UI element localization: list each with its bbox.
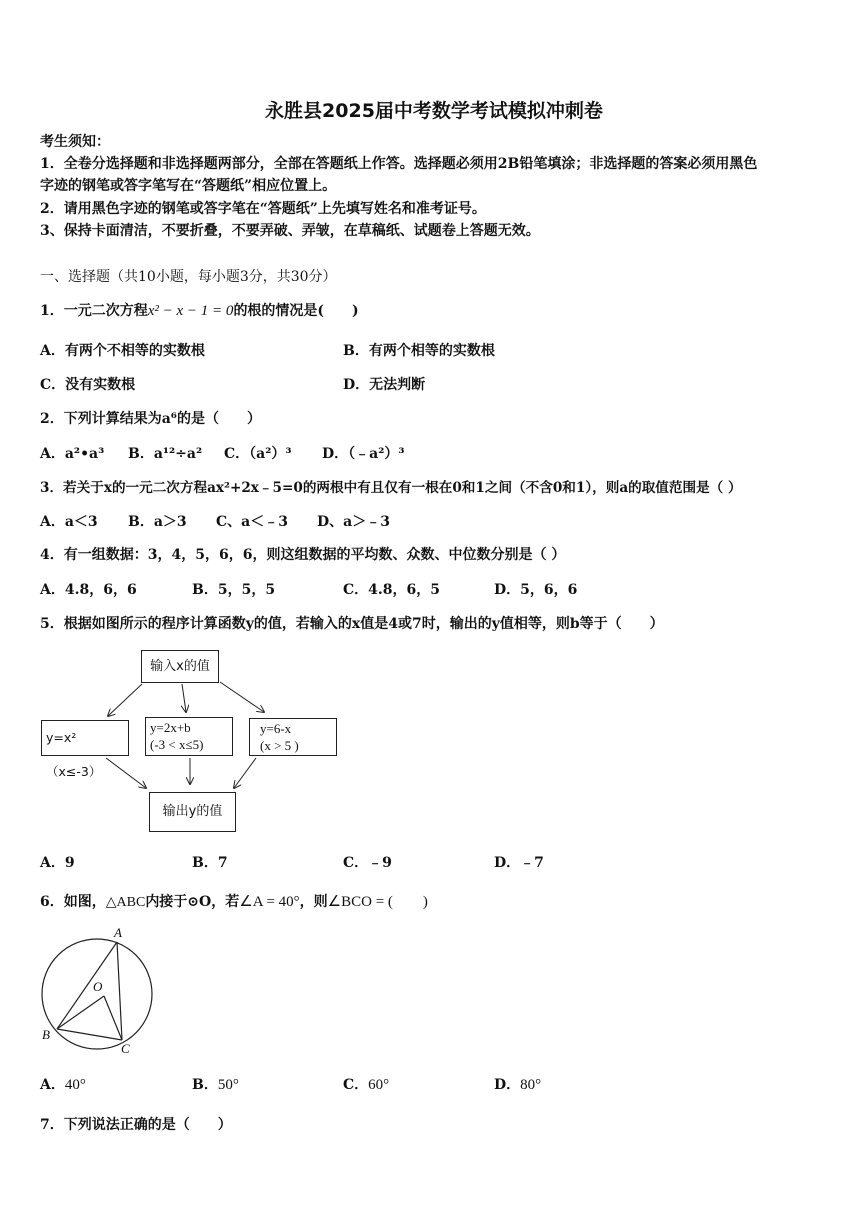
page-title: 永胜县2025届中考数学考试模拟冲刺卷 <box>265 100 603 122</box>
q6-ask-pre: ，则 <box>299 894 328 910</box>
segment-bo <box>57 996 104 1029</box>
segment-ab <box>57 942 117 1029</box>
q1-suffix: 的根的情况是( ) <box>233 303 359 319</box>
q1-option-b: B．有两个相等的实数根 <box>343 343 495 359</box>
q4-option-c: C．4.8，6，5 <box>343 582 440 598</box>
q6-option-b: B．50° <box>192 1077 239 1093</box>
q6-triangle: △ABC <box>105 895 146 910</box>
flow-right-line2: (x > 5 ) <box>260 738 299 753</box>
flow-left-box: y=x²（x≤-3） <box>41 720 129 756</box>
q4-option-a: A．4.8，6，6 <box>40 582 137 598</box>
flow-middle-line1: y=2x+b <box>150 720 191 735</box>
label-c: C <box>121 1041 130 1056</box>
q4-option-b: B．5，5，5 <box>192 582 276 598</box>
q5-option-b: B．7 <box>192 855 228 871</box>
q5-option-c: C．﹣9 <box>343 855 392 871</box>
q3-option-b: B．a＞3 <box>128 514 187 530</box>
notice-item-1: 1．全卷分选择题和非选择题两部分，全部在答题纸上作答。选择题必须用2B铅笔填涂；非选择题的答案必须用黑色 <box>40 156 758 172</box>
flow-right-line1: y=6-x <box>260 721 292 736</box>
q3-stem: 3．若关于x的一元二次方程ax²+2x﹣5=0的两根中有且仅有一根在0和1之间（不含0和1），则a的取值范围是（ ） <box>40 480 742 496</box>
q6-prefix: 6．如图， <box>40 894 106 910</box>
q2-option-c: C．（a²）³ <box>224 446 292 462</box>
section-heading: 一、选择题（共10小题，每小题3分，共30分） <box>40 269 337 285</box>
label-a: A <box>114 925 122 940</box>
q2-option-a: A．a²•a³ <box>40 446 105 462</box>
flow-middle-line2: (-3 < x≤5) <box>150 737 204 752</box>
q4-option-d: D．5，6，6 <box>494 582 578 598</box>
flow-input-box: 输入x的值 <box>141 650 219 683</box>
q5-stem: 5．根据如图所示的程序计算函数y的值，若输入的x值是4或7时，输出的y值相等，则b等于（ ） <box>40 616 664 632</box>
q1-equation: x² − x − 1 = 0 <box>147 303 234 319</box>
q1-option-c: C．没有实数根 <box>40 377 136 393</box>
q3-option-a: A．a＜3 <box>40 514 98 530</box>
q6-option-a: A．40° <box>40 1077 86 1093</box>
q6-option-c: C．60° <box>343 1077 390 1093</box>
q2-stem: 2．下列计算结果为a⁶的是（ ） <box>40 411 261 427</box>
q1-option-d: D．无法判断 <box>343 377 426 393</box>
q3-option-c: C、a＜﹣3 <box>216 514 288 530</box>
q1-prefix: 1．一元二次方程 <box>40 303 148 319</box>
segment-bc <box>57 1029 122 1040</box>
q1-option-a: A．有两个不相等的实数根 <box>40 343 205 359</box>
q2-option-b: B．a¹²÷a² <box>128 446 203 462</box>
notice-heading: 考生须知： <box>40 134 110 150</box>
notice-item-3: 3、保持卡面清洁，不要折叠，不要弄破、弄皱，在草稿纸、试题卷上答题无效。 <box>40 223 540 239</box>
label-o: O <box>93 979 103 994</box>
q2-option-d: D．（﹣a²）³ <box>322 446 405 462</box>
q6-option-d: D．80° <box>494 1077 542 1093</box>
notice-item-1-cont: 字迹的钢笔或答字笔写在“答题纸”相应位置上。 <box>40 178 337 194</box>
label-b: B <box>42 1027 50 1042</box>
q4-stem: 4．有一组数据：3，4，5，6，6，则这组数据的平均数、众数、中位数分别是（ ） <box>40 547 566 563</box>
q6-mid: 内接于⊙O，若 <box>145 894 240 910</box>
q6-given: ∠A = 40° <box>239 894 300 910</box>
q7-stem: 7．下列说法正确的是（ ） <box>40 1117 232 1133</box>
q5-option-a: A．9 <box>40 855 75 871</box>
q5-option-d: D．﹣7 <box>494 855 544 871</box>
q3-option-d: D、a＞﹣3 <box>317 514 390 530</box>
segment-co <box>104 996 122 1040</box>
flow-output-box: 输出y的值 <box>149 792 236 832</box>
segment-ac <box>117 942 122 1040</box>
notice-item-2: 2．请用黑色字迹的钢笔或答字笔在“答题纸”上先填写姓名和准考证号。 <box>40 201 486 217</box>
q6-ask: ∠BCO = ( ) <box>327 894 428 910</box>
